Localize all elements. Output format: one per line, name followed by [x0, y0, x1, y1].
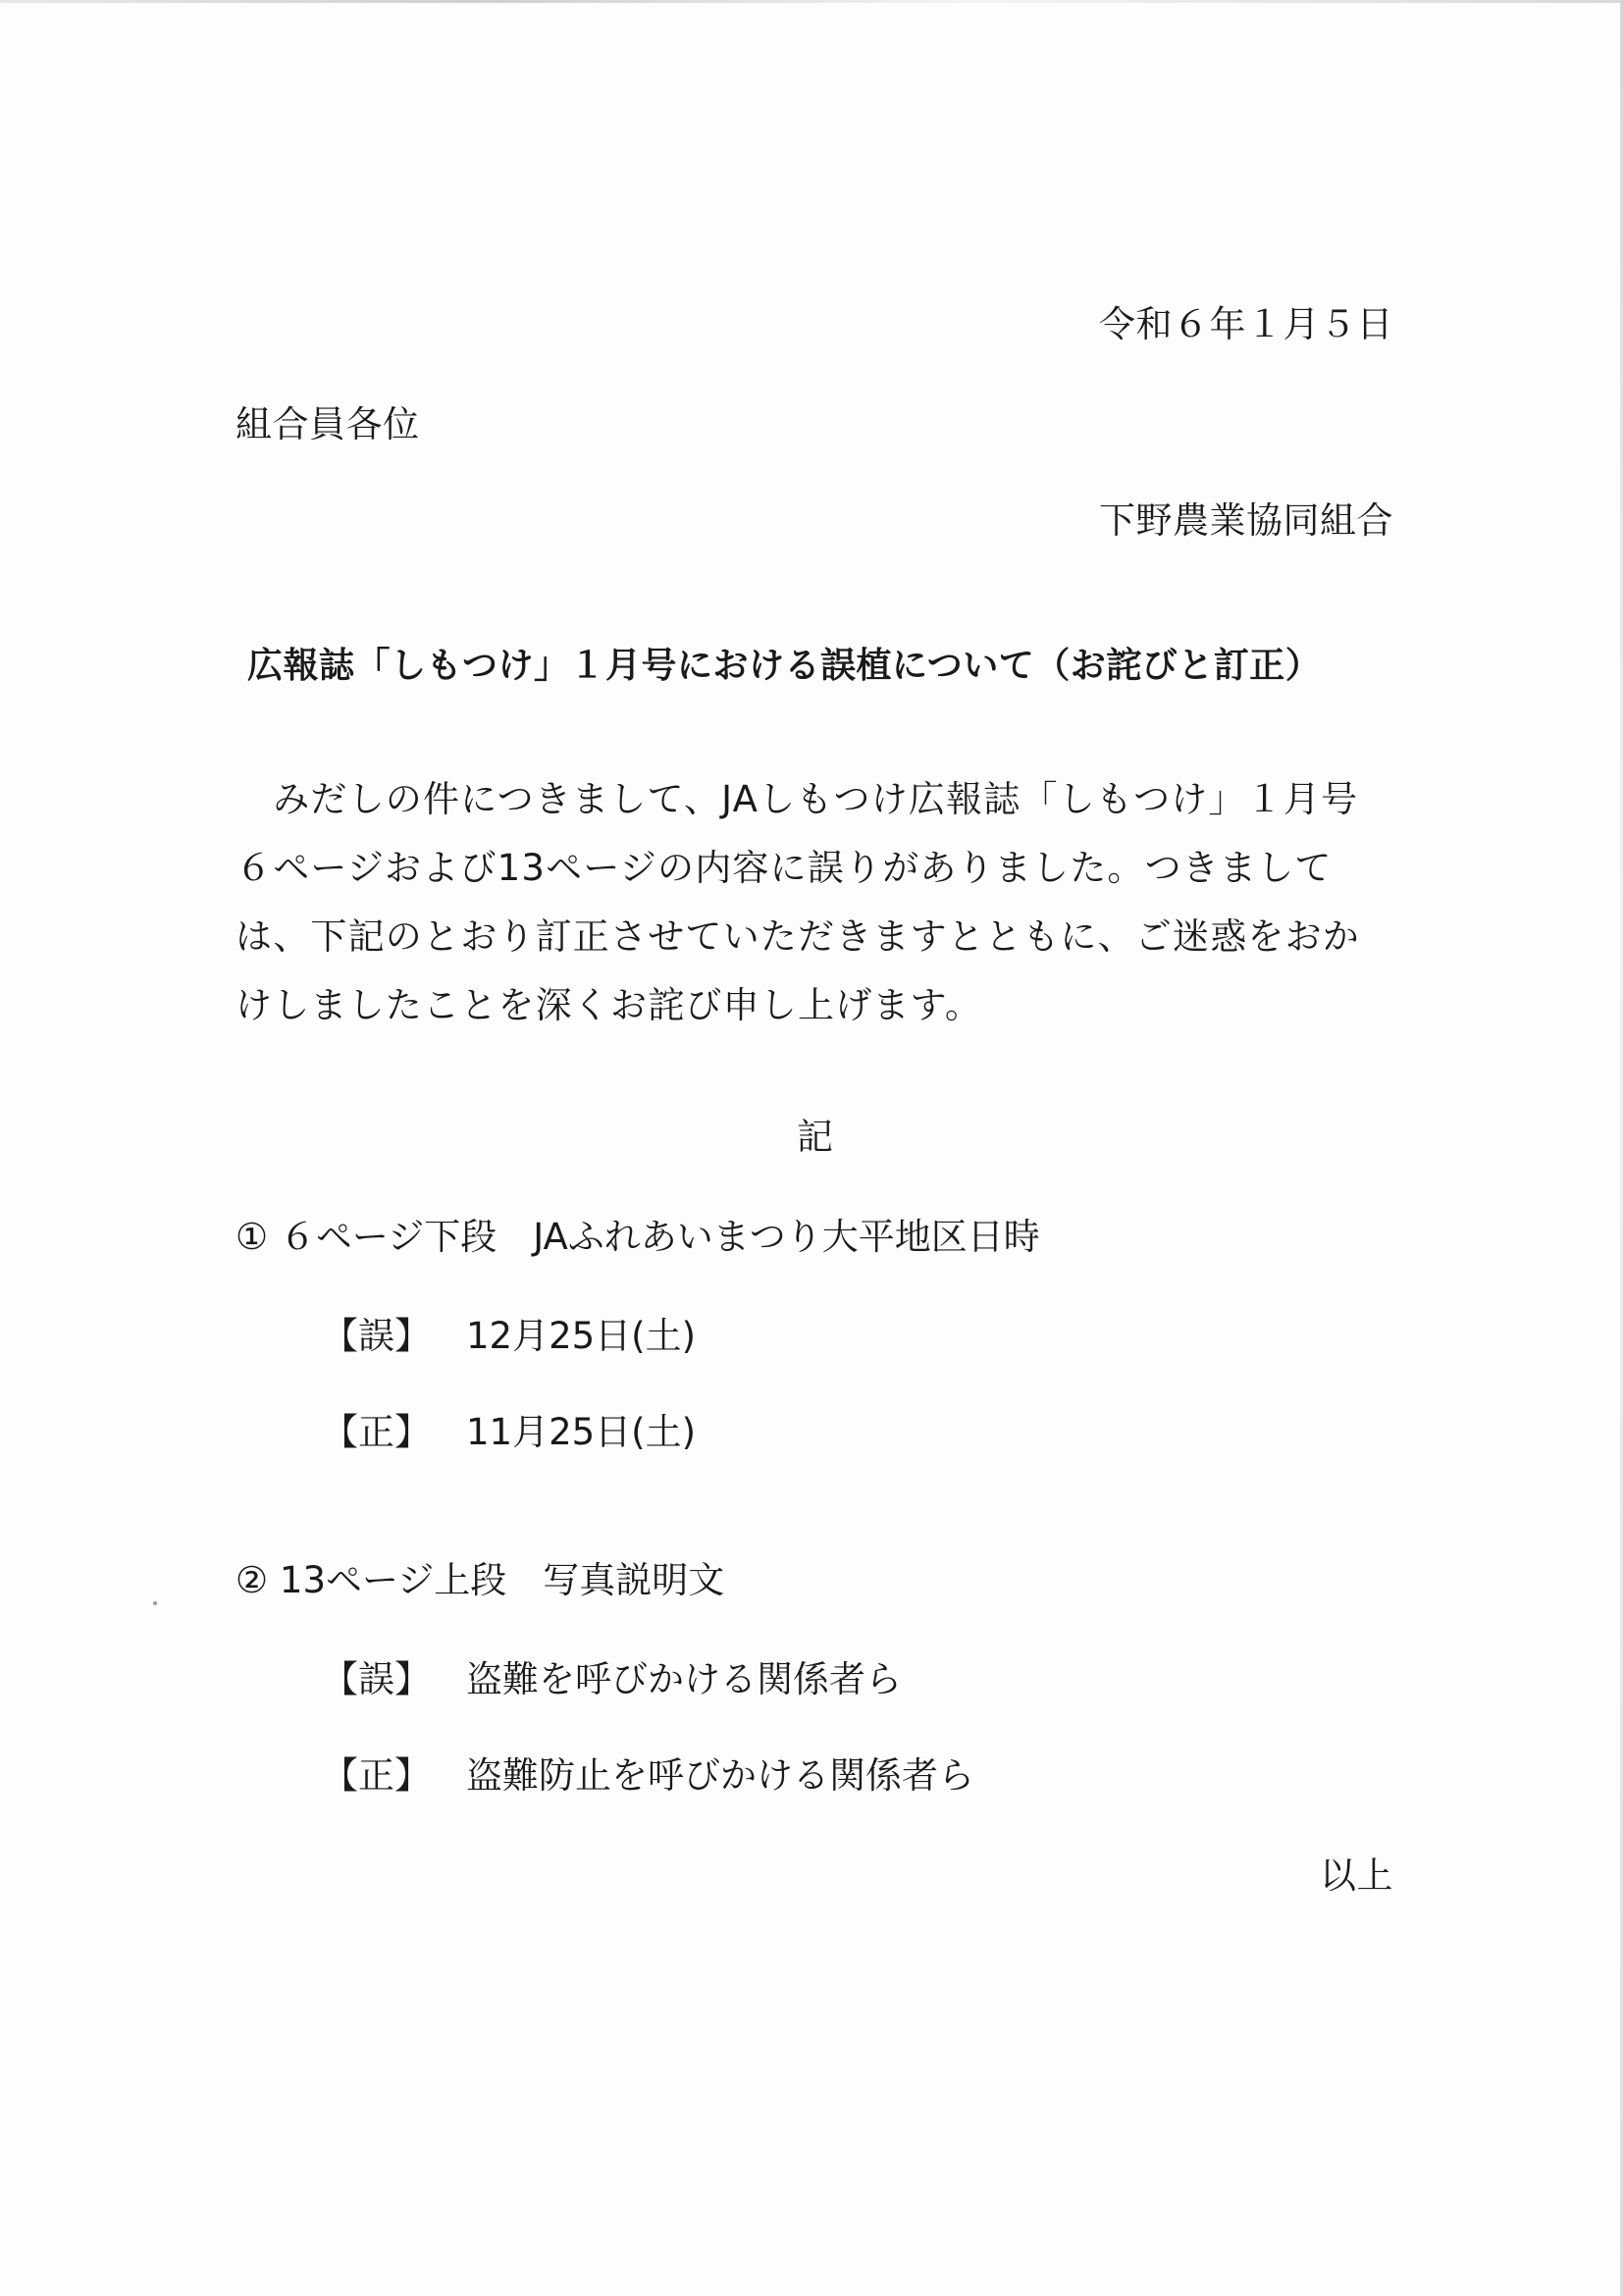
item-1-wrong-label: 【誤】 [322, 1315, 431, 1357]
recipient: 組合員各位 [236, 403, 420, 445]
body-line: は、下記のとおり訂正させていただきますとともに、ご迷惑をおか [236, 915, 1360, 958]
item-1-correct-label: 【正】 [322, 1411, 431, 1453]
scan-speck [153, 1601, 157, 1605]
document-title: 広報誌「しもつけ」１月号における誤植について（お詫びと訂正） [247, 646, 1322, 686]
item-1-correct-value: 11月25日(土) [466, 1411, 697, 1453]
item-1-wrong-value: 12月25日(土) [466, 1315, 697, 1357]
item-2-wrong-value: 盗難を呼びかける関係者ら [466, 1658, 902, 1700]
item-2-correct-label: 【正】 [322, 1754, 431, 1797]
body-line: みだしの件につきまして、JAしもつけ広報誌「しもつけ」１月号 [236, 778, 1359, 820]
body-line: ６ページおよび13ページの内容に誤りがありました。つきまして [236, 847, 1333, 889]
item-1-heading: ① ６ページ下段 JAふれあいまつり大平地区日時 [236, 1216, 1040, 1258]
scan-edge-top [0, 0, 1623, 3]
item-2-wrong-label: 【誤】 [322, 1658, 431, 1700]
sender-organization: 下野農業協同組合 [1099, 499, 1393, 542]
ki-heading: 記 [797, 1116, 834, 1158]
item-2-correct-value: 盗難防止を呼びかける関係者ら [466, 1754, 974, 1797]
body-line: けしましたことを深くお詫び申し上げます。 [236, 984, 983, 1026]
closing: 以上 [1320, 1854, 1393, 1897]
body-paragraph [236, 765, 1393, 1040]
document-date: 令和６年１月５日 [1099, 303, 1393, 345]
item-2-heading: ② 13ページ上段 写真説明文 [236, 1559, 725, 1601]
